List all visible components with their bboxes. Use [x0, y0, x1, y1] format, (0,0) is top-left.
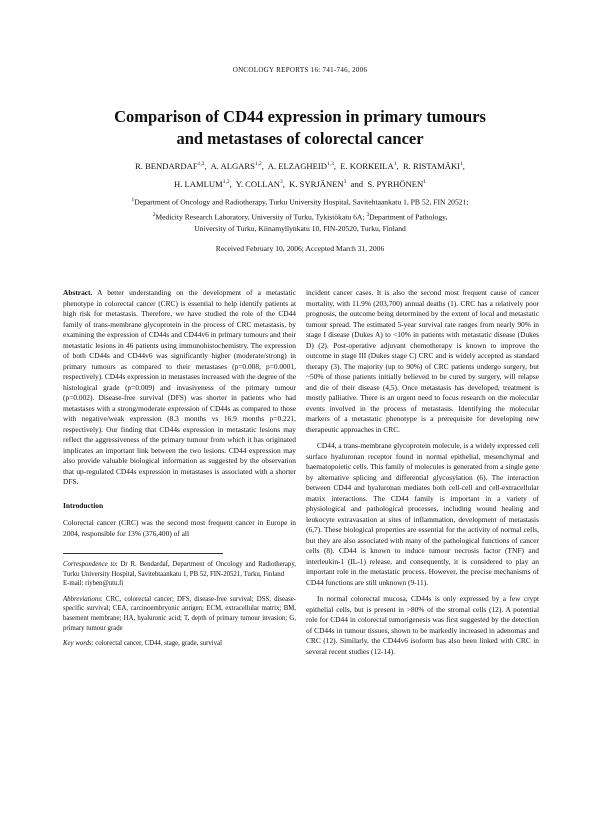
author: K. SYRJÄNEN — [289, 178, 344, 189]
abstract-text: A better understanding on the development of a metastatic phenotype in colorectal cancer (CRC) is essential to help identify patients at high risk for metastasis. Therefore, we have studied the role of the CD44 family of trans-membrane glycoprotein in the process of CRC metastasis, by examining the expression of CD44s and CD44v6 in primary tumours and their metastatic lesions in 46 patients using immunohistochemistry. The expression of both CD44s and CD44v6 was significantly higher (moderate/strong) in primary tumours as compared to their metastases (p=0.008, p=0.0001, respectively). CD44s expression in metastases increased with the degree of the histological grade (p=0.009) and invasiveness of the primary tumour (p=0.002). Disease-free survival (DFS) was shorter in patients who had metastases with a strong/moderate expression of CD44s as compared to those with negative/weak expression (8.3 months vs 16.9 months p=0.221, respectively). Our finding that CD44s expression in metastatic lesions may reflect the aggressiveness of the primary tumour from which it has originated implicates an important link between the two lesions. CD44 expression may also provide valuable biological information as suggested by the observation that up-regulated CD44s expression in metastases is associated with a shorter DFS. — [63, 288, 296, 486]
author: A. ALGARS — [210, 160, 255, 171]
paper-title — [60, 106, 540, 150]
author-line-1: R. BENDARDAF$^{1,2}$, A. ALGARS$^{1,2}$, A. ELZAGHEID$^{1,3}$, E. KORKEILA$^1$, R. RISTAMÄKI$^1$, — [135, 160, 465, 171]
abstract-label: Abstract. — [63, 288, 93, 297]
title-line-2: and metastases of colorectal cancer — [176, 129, 424, 148]
right-column — [306, 288, 539, 657]
running-head: ONCOLOGY REPORTS 16: 741-746, 2006 — [232, 66, 368, 74]
author: E. KORKEILA — [340, 160, 394, 171]
body-paragraph: incident cancer cases. It is also the second most frequent cause of cancer mortality, with 11.9% (203,700) annual deaths (1). CRC has a relatively poor prognosis, the outcome being determined by the extent of local and metastatic tumour spread. The estimated 5-year survival rate ranges from nearly 90% in stage I disease (Dukes A) to <10% in patients with metastatic disease (Dukes D) (2). Post-operative adjuvant chemotherapy is known to improve the outcome in stage III (Dukes stage C) CRC and is widely accepted as standard therapy (3). The majority (up to 90%) of CRC patients undergo surgery, but ~50% of those patients initially believed to be cured by surgery, will relapse and die of their disease (4,5). Once metastasis has developed, treatment is mostly palliative. There is an urgent need to focus research on the molecular events involved in the process of metastasis. Identifying the molecular markers of a metastatic phenotype is a prerequisite for developing new therapeutic approaches in CRC. — [306, 288, 539, 434]
author: R. BENDARDAF — [135, 160, 198, 171]
author: Y. COLLAN — [235, 178, 280, 189]
title-line-1: Comparison of CD44 expression in primary tumours — [114, 107, 486, 126]
body-paragraph: CD44, a trans-membrane glycoprotein molecule, is a widely expressed cell surface hyaluronan receptor found in normal epithelial, mesenchymal and haematopoietic cells. This family of molecules is generated from a single gene by alternative splicing and differential glycosylation (6). The interaction between CD44 and hyaluronan mediates both cell-cell and cell-extracellular matrix interactions. The CD44 family is important in a variety of physiological and pathological processes, including wound healing and leukocyte extravasation at sites of inflammation, development of metastasis (6,7). These biological properties are essential for the activity of normal cells, but they are also associated with many of the pathological functions of cancer cells (8). CD44 is known to induce tumour necrosis factor (TNF) and interleukin-1 (IL-1) release, and consequently, it is considered to play an important role in the metastatic process. However, the precise mechanisms of CD44 functions are still unknown (9-11). — [306, 441, 539, 587]
keywords-note: Key words: colorectal cancer, CD44, stage, grade, survival — [63, 640, 222, 648]
author: H. LAMLUM — [174, 178, 223, 189]
received-accepted-dates: Received February 10, 2006; Accepted March 31, 2006 — [215, 244, 385, 253]
affiliations: $^1$Department of Oncology and Radiotherapy, Turku University Hospital, Savitehtaankatu 1, PB 52, FIN 20521; $^2$Medicity Research Laboratory, University of Turku, Tykistökatu 6A; $^3$Department of Pathology, University of Turku, Kiinamyllynkatu 10, FIN-20520, Turku, Finland — [131, 197, 469, 234]
author: A. ELZAGHEID — [267, 160, 327, 171]
author: S. PYRHÖNEN — [367, 178, 424, 189]
body-paragraph: In normal colorectal mucosa, CD44s is only expressed by a few crypt epithelial cells, but is present in >80% of the stromal cells (12). A potential role for CD44 in colorectal tumorigenesis was first suggested by the detection of CD44s in tumour tissues, shown to be markedly increased in adenomas and CRC (12). Similarly, the CD44v6 isoform has also been linked with CRC in several recent studies (12-14). — [306, 594, 539, 656]
abbreviations-note: Abbreviations: CRC, colorectal cancer; DFS, disease-free survival; DSS, disease-specific survival; CEA, carcinoembryonic antigen; ECM, extracellular matrix; BM, basement membrane; HA, hyaluronic acid; T, depth of primary tumour invasion; G, primary tumour grade — [63, 595, 296, 632]
author-list — [60, 156, 540, 192]
left-column — [63, 288, 296, 649]
footnote-divider — [63, 553, 223, 554]
author: R. RISTAMÄKI — [402, 160, 461, 171]
correspondence-note: Correspondence to: Dr R. Bendardaf, Department of Oncology and Radiotherapy, Turku University Hospital, Savitehtaankatu 1, PB 52, FIN-20521, Turku, Finland — [63, 561, 296, 578]
email-line: E-mail: riyben@utu.fi — [63, 580, 124, 588]
abstract — [63, 288, 296, 488]
introduction-heading: Introduction — [63, 500, 104, 510]
introduction-text: Colorectal cancer (CRC) was the second most frequent cancer in Europe in 2004, responsible for 13% (376,400) of all — [63, 518, 296, 538]
author-line-2: H. LAMLUM$^{1,2}$, Y. COLLAN$^3$, K. SYRJÄNEN$^3$ and S. PYRHÖNEN$^1$ — [174, 178, 426, 189]
